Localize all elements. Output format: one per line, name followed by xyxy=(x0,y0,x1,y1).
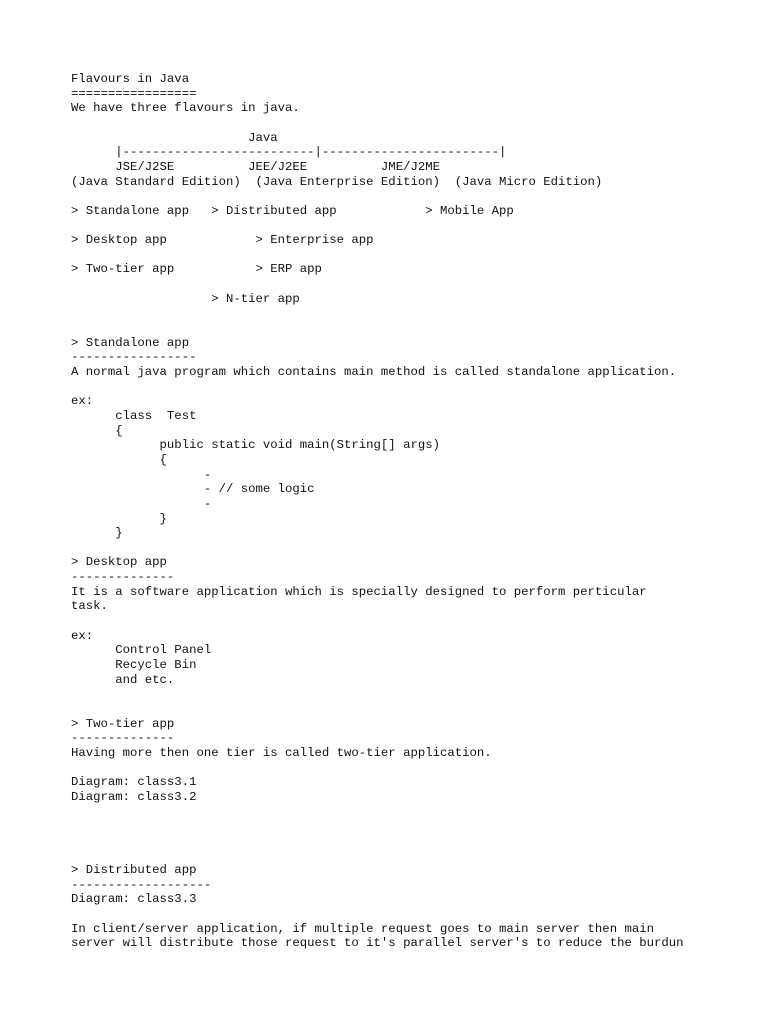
text-line: We have three flavours in java. xyxy=(71,101,300,116)
text-line: public static void main(String[] args) xyxy=(71,438,440,453)
text-line: > Standalone app > Distributed app > Mobile App xyxy=(71,203,514,218)
text-line: Diagram: class3.2 xyxy=(71,789,197,804)
text-line: -------------- xyxy=(71,731,175,746)
text-line: - xyxy=(71,467,212,482)
text-line: - xyxy=(71,496,212,511)
text-line: Recycle Bin xyxy=(71,658,197,672)
text-line: { xyxy=(71,423,123,438)
text-line: > Standalone app xyxy=(71,335,190,350)
text-line: ----------------- xyxy=(71,350,197,365)
text-line: { xyxy=(71,452,167,467)
text-line: Java xyxy=(71,130,278,145)
text-line: Having more then one tier is called two-tier application. xyxy=(71,745,492,760)
text-line: -------------- xyxy=(71,570,175,585)
text-line: > N-tier app xyxy=(71,291,300,306)
text-line: > Distributed app xyxy=(71,863,197,878)
text-line: class Test xyxy=(71,408,197,423)
text-line: Diagram: class3.1 xyxy=(71,775,197,790)
text-line: Diagram: class3.3 xyxy=(71,892,197,907)
text-line: (Java Standard Edition) (Java Enterprise Edition) (Java Micro Edition) xyxy=(71,174,603,189)
text-line: A normal java program which contains main method is called standalone application. xyxy=(71,365,677,379)
text-line: ex: xyxy=(71,394,94,409)
text-line: - // some logic xyxy=(71,482,315,497)
text-line: Control Panel xyxy=(71,643,212,658)
text-line: and etc. xyxy=(71,672,175,687)
text-line: } xyxy=(71,511,167,526)
text-line: > Two-tier app > ERP app xyxy=(71,262,322,277)
text-line: ================= xyxy=(71,86,197,101)
text-line: It is a software application which is specially designed to perform perticular xyxy=(71,584,647,599)
text-line: task. xyxy=(71,599,108,614)
text-line: ex: xyxy=(71,628,94,643)
text-line: In client/server application, if multiple request goes to main server then main xyxy=(71,921,654,936)
text-line: > Two-tier app xyxy=(71,716,175,731)
text-line: |--------------------------|------------------------| xyxy=(71,145,507,160)
text-line: > Desktop app xyxy=(71,555,167,570)
text-line: } xyxy=(71,526,123,541)
text-line: Flavours in Java xyxy=(71,72,190,86)
text-line: ------------------- xyxy=(71,877,212,892)
text-line: server will distribute those request to it's parallel server's to reduce the burdun xyxy=(71,936,684,951)
text-line: > Desktop app > Enterprise app xyxy=(71,233,374,248)
text-line: JSE/J2SE JEE/J2EE JME/J2ME xyxy=(71,159,440,174)
